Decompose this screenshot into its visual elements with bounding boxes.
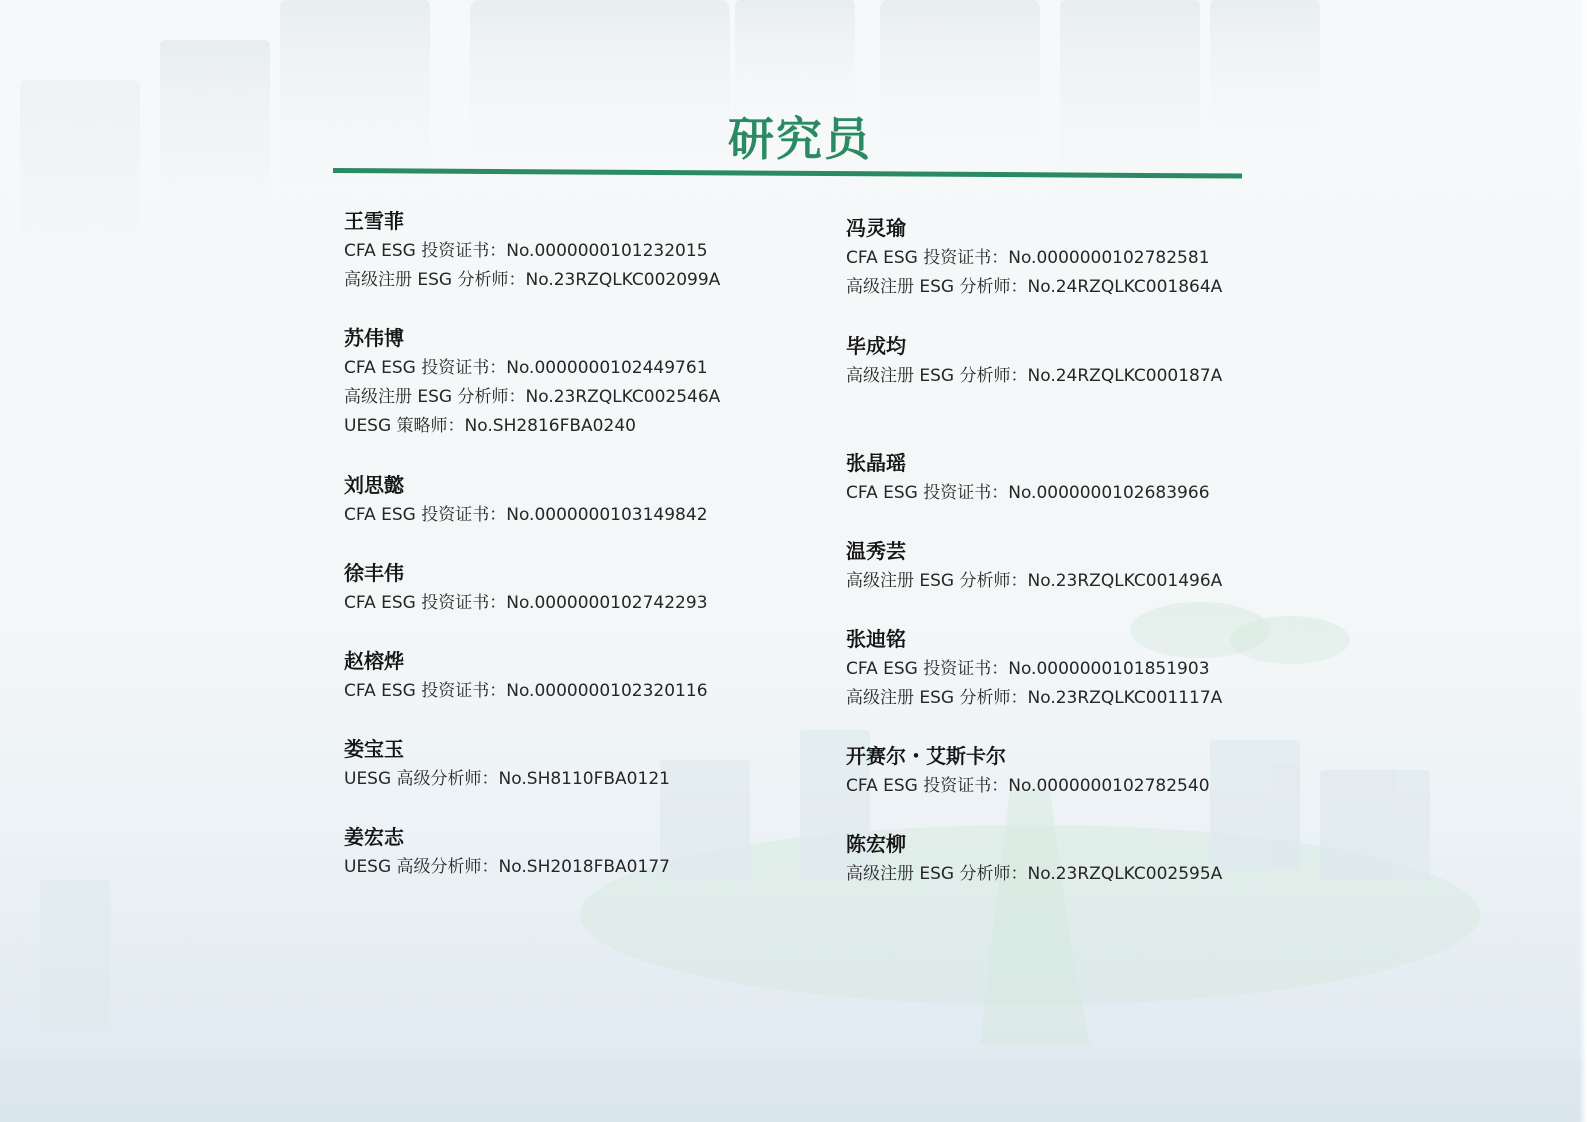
page-title: 研究员 — [728, 112, 872, 166]
researcher-entry — [846, 626, 1222, 713]
researcher-name: 刘思懿 — [344, 473, 404, 497]
researcher-entry — [344, 736, 670, 794]
credential-line: CFA ESG 投资证书：No.0000000102683966 — [846, 483, 1210, 503]
credential-line: CFA ESG 投资证书：No.0000000102742293 — [344, 593, 708, 613]
researcher-name: 温秀芸 — [846, 539, 906, 563]
credential-line: 高级注册 ESG 分析师：No.23RZQLKC002546A — [344, 387, 721, 407]
credential-line: 高级注册 ESG 分析师：No.23RZQLKC002099A — [344, 270, 721, 290]
credential-line: CFA ESG 投资证书：No.0000000101851903 — [846, 659, 1210, 679]
credential-line: CFA ESG 投资证书：No.0000000103149842 — [344, 505, 708, 525]
researcher-name: 张迪铭 — [846, 627, 906, 651]
researcher-name: 苏伟博 — [344, 326, 404, 350]
researcher-name: 开赛尔・艾斯卡尔 — [846, 744, 1006, 768]
researcher-entry — [344, 325, 720, 441]
credential-line: UESG 策略师：No.SH2816FBA0240 — [344, 416, 636, 436]
researcher-name: 张晶瑶 — [846, 451, 906, 475]
credential-line: 高级注册 ESG 分析师：No.23RZQLKC001496A — [846, 571, 1223, 591]
researcher-name: 王雪菲 — [344, 209, 404, 233]
researcher-entry — [344, 824, 670, 882]
researcher-entry — [846, 215, 1222, 302]
researcher-name: 陈宏柳 — [846, 832, 906, 856]
researcher-entry — [846, 743, 1210, 801]
researcher-entry — [846, 831, 1222, 889]
researcher-name: 徐丰伟 — [344, 561, 404, 585]
researcher-name: 娄宝玉 — [344, 737, 404, 761]
credential-line: CFA ESG 投资证书：No.0000000102782540 — [846, 776, 1210, 796]
researcher-entry — [344, 560, 708, 618]
credential-line: CFA ESG 投资证书：No.0000000102782581 — [846, 248, 1210, 268]
researcher-name: 赵榕烨 — [344, 649, 404, 673]
researcher-name: 毕成均 — [846, 334, 906, 358]
credential-line: 高级注册 ESG 分析师：No.24RZQLKC000187A — [846, 366, 1223, 386]
credential-line: UESG 高级分析师：No.SH2018FBA0177 — [344, 857, 670, 877]
researcher-entry — [846, 333, 1222, 391]
researcher-entry — [344, 208, 720, 295]
credential-line: CFA ESG 投资证书：No.0000000102449761 — [344, 358, 708, 378]
researcher-name: 姜宏志 — [344, 825, 404, 849]
researcher-name: 冯灵瑜 — [846, 216, 906, 240]
credential-line: 高级注册 ESG 分析师：No.23RZQLKC001117A — [846, 688, 1223, 708]
credential-line: UESG 高级分析师：No.SH8110FBA0121 — [344, 769, 670, 789]
credential-line: CFA ESG 投资证书：No.0000000101232015 — [344, 241, 708, 261]
researcher-entry — [344, 648, 708, 706]
researcher-entry — [846, 450, 1210, 508]
credential-line: 高级注册 ESG 分析师：No.23RZQLKC002595A — [846, 864, 1223, 884]
researcher-entry — [846, 538, 1222, 596]
credential-line: 高级注册 ESG 分析师：No.24RZQLKC001864A — [846, 277, 1223, 297]
credential-line: CFA ESG 投资证书：No.0000000102320116 — [344, 681, 708, 701]
researcher-entry — [344, 472, 708, 530]
